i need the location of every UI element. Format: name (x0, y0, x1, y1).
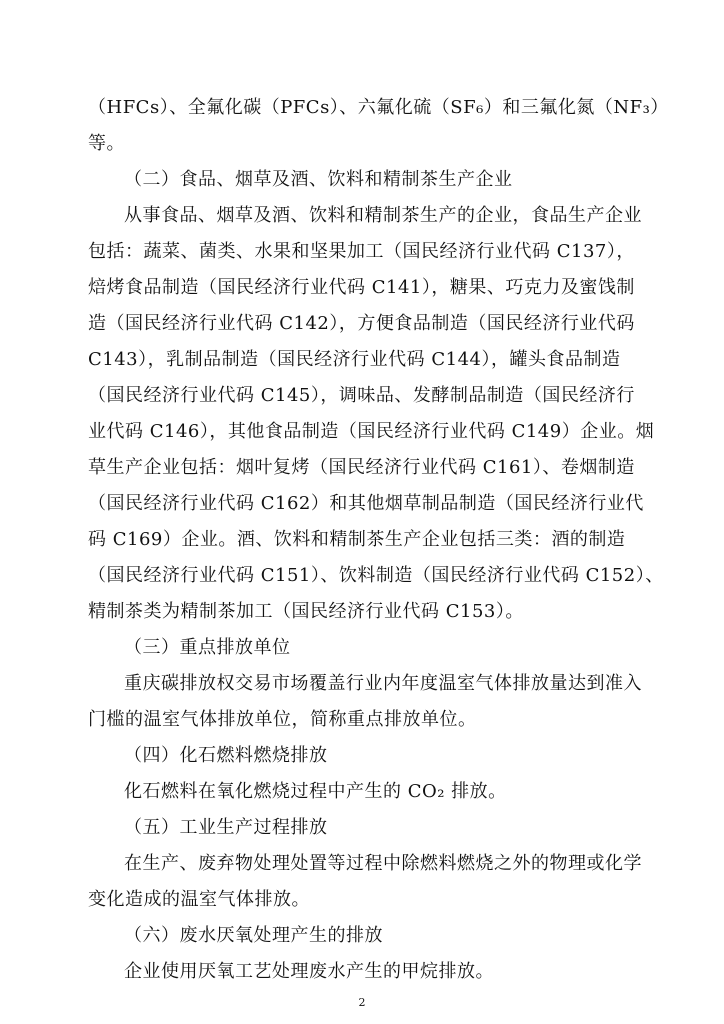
body-text-line: 码 C169）企业。酒、饮料和精制茶生产企业包括三类：酒的制造 (88, 529, 626, 550)
body-text-line: 在生产、废弃物处理处置等过程中除燃料燃烧之外的物理或化学 (124, 853, 642, 874)
body-text-line: C143），乳制品制造（国民经济行业代码 C144），罐头食品制造 (88, 349, 621, 370)
body-text-line: （国民经济行业代码 C145），调味品、发酵制品制造（国民经济行 (88, 385, 635, 406)
body-text-line: 企业使用厌氧工艺处理废水产生的甲烷排放。 (124, 961, 494, 982)
body-text-line: 草生产企业包括：烟叶复烤（国民经济行业代码 C161）、卷烟制造 (88, 457, 635, 478)
section-heading: （五）工业生产过程排放 (124, 817, 328, 838)
section-heading: （二）食品、烟草及酒、饮料和精制茶生产企业 (124, 169, 513, 190)
body-text-line: 包括：蔬菜、菌类、水果和坚果加工（国民经济行业代码 C137）， (88, 241, 635, 262)
section-heading: （三）重点排放单位 (124, 637, 291, 658)
body-text-line: 重庆碳排放权交易市场覆盖行业内年度温室气体排放量达到准入 (124, 673, 642, 694)
body-text-line: 业代码 C146），其他食品制造（国民经济行业代码 C149）企业。烟 (88, 421, 655, 442)
body-text-line: 变化造成的温室气体排放。 (88, 889, 310, 910)
page-number: 2 (358, 996, 366, 1009)
body-text-line: 焙烤食品制造（国民经济行业代码 C141），糖果、巧克力及蜜饯制 (88, 277, 635, 298)
body-text-line: （国民经济行业代码 C151）、饮料制造（国民经济行业代码 C152）、 (88, 565, 664, 586)
body-text-line: 化石燃料在氧化燃烧过程中产生的 CO₂ 排放。 (124, 781, 507, 802)
body-text-line: （HFCs）、全氟化碳（PFCs）、六氟化硫（SF₆）和三氟化氮（NF₃） (88, 97, 669, 118)
body-text-line: （国民经济行业代码 C162）和其他烟草制品制造（国民经济行业代 (88, 493, 644, 514)
body-text-line: 门槛的温室气体排放单位，简称重点排放单位。 (88, 709, 477, 730)
section-heading: （四）化石燃料燃烧排放 (124, 745, 328, 766)
body-text-line: 等。 (88, 133, 125, 154)
body-text-line: 造（国民经济行业代码 C142），方便食品制造（国民经济行业代码 (88, 313, 635, 334)
section-heading: （六）废水厌氧处理产生的排放 (124, 925, 383, 946)
body-text-line: 从事食品、烟草及酒、饮料和精制茶生产的企业，食品生产企业 (124, 205, 642, 226)
body-text-line: 精制茶类为精制茶加工（国民经济行业代码 C153）。 (88, 601, 524, 622)
